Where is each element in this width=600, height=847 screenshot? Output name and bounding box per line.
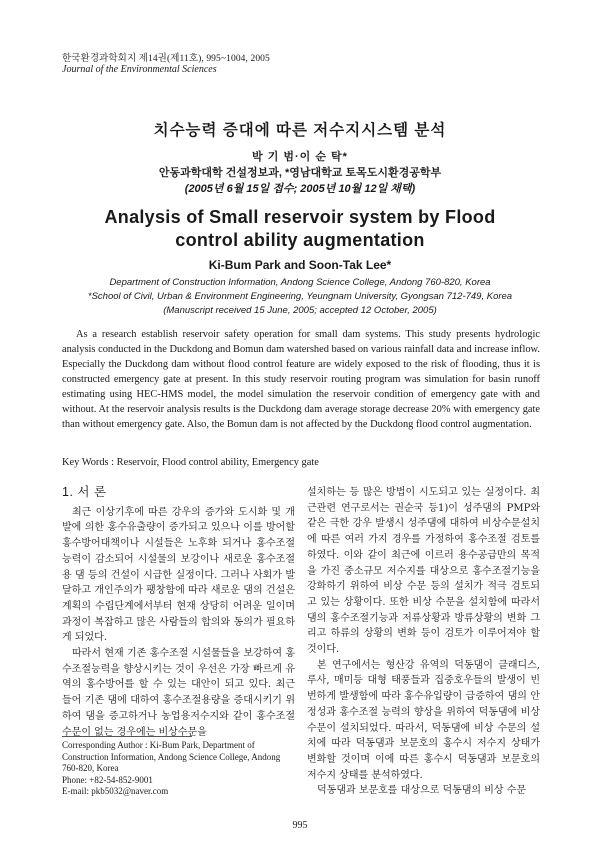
english-affiliation-2: *School of Civil, Urban & Environment Engineering, Yeungnam University, Gyongsan 712-749, Korea bbox=[87, 291, 513, 302]
corresponding-author: Corresponding Author : Ki-Bum Park, Department of Construction Information, Andong Science College, Andong 760-820, Korea bbox=[62, 740, 281, 773]
english-authors: Ki-Bum Park and Soon-Tak Lee* bbox=[208, 258, 392, 272]
left-column bbox=[62, 485, 295, 740]
english-title-line1: Analysis of Small reservoir system by Flood bbox=[104, 207, 496, 227]
paragraph: 최근 이상기후에 따른 강우의 증가와 도시화 및 개발에 의한 홍수유출량이 증가되고 있으나 이를 방어할 홍수방어대책이나 시설들은 노후화 되거나 홍수조절능력이 감소되어 시설물의 보강이나 새로운 홍수조절용 댐 등의 건설이 시급한 실정이다. 그러나 사회가 발달하고 개인주의가 팽창함에 따라 새로운 댐의 건설은 계획의 수립단계에서부터 현재 상당히 어려운 일이며 과정이 복잡하고 많은 사람들의 합의와 동의가 필요하게 되었다. bbox=[62, 506, 295, 644]
korean-title: 치수능력 증대에 따른 저수지시스템 분석 bbox=[153, 122, 447, 139]
korean-dates: (2005년 6월 15일 접수; 2005년 10월 12일 채택) bbox=[184, 183, 416, 195]
paragraph: 따라서 현재 기존 홍수조절 시설물들을 보강하여 홍수조절능력을 향상시키는 것이 우선은 가장 빠르게 유역의 홍수방어를 할 수 있는 대안이 되고 있다. 최근 들어 기존 댐에 대하여 홍수조절용량을 증대시키기 위하여 댐을 증고하거나 농업용저수지와 같이 홍수조절 수문이 없는 경우에는 비상수문을 bbox=[62, 648, 295, 738]
korean-authors: 박 기 범·이 순 탁* bbox=[252, 151, 348, 163]
footnote bbox=[62, 740, 295, 798]
keywords: Key Words : Reservoir, Flood control ability, Emergency gate bbox=[62, 457, 319, 468]
footnote-divider bbox=[62, 736, 192, 737]
english-affiliation-1: Department of Construction Information, Andong Science College, Andong 760-820, Korea bbox=[109, 277, 491, 288]
page-number: 995 bbox=[292, 820, 308, 831]
paragraph: 본 연구에서는 형산강 유역의 덕동댐이 클래디스, 루사, 매미등 대형 태풍들과 집중호우들의 발생이 빈번하게 발생함에 따라 홍수유입량이 급증하여 댐의 안정성과 홍수조절 능력의 향상을 위하여 덕동댐에 비상 수문이 설치되었다. 따라서, 덕동댐에 비상 수문의 설치에 따라 덕동댐과 보문호의 홍수시 저수지 상태가 변화할 것이며 이에 따른 홍수시 덕동댐과 보문호의 저수지 상태를 분석하였다. bbox=[307, 659, 540, 781]
manuscript-dates: (Manuscript received 15 June, 2005; accepted 12 October, 2005) bbox=[163, 305, 437, 316]
email: E-mail: pkb5032@naver.com bbox=[62, 786, 169, 796]
section-heading: 1. 서 론 bbox=[62, 485, 107, 499]
english-title-line2: control ability augmentation bbox=[175, 230, 425, 250]
korean-affiliation: 안동과학대학 건설정보과, *영남대학교 토목도시환경공학부 bbox=[158, 167, 442, 179]
journal-name: Journal of the Environmental Sciences bbox=[62, 64, 217, 75]
right-column bbox=[307, 485, 540, 799]
abstract: As a research establish reservoir safety operation for small dam systems. This study presents hydrologic analysis conducted in the Duckdong and Bomun dam watershed based on various rainfall data and increase inflow. Especially the Duckdong dam without flood control feature are widely exposed to the risk of flooding, thus it is constructed emergency gate at present. In this study reservoir routing program was simulation for basin runoff estimating using HEC-HMS model, the model simulation the reservoir condition of emergency gate with and without. At the reservoir analysis results is the Duckdong dam average storage decrease 20% with emergency gate than without emergency gate. Also, the Bomun dam is not affected by the Duckdong flood control augmentation. bbox=[62, 329, 540, 430]
journal-citation: 한국환경과학회지 제14권(제11호), 995~1004, 2005 bbox=[62, 54, 270, 64]
paragraph: 덕동댐과 보문호를 대상으로 덕동댐의 비상 수문 bbox=[317, 785, 527, 797]
paragraph: 설치하는 등 많은 방법이 시도되고 있는 실정이다. 최근관련 연구로서는 권순국 등1)이 성주댐의 PMP와 같은 극한 강우 발생시 성주댐에 대하여 비상수문설치에 따른 여러 가지 경우를 가정하여 홍수조절 검토를 하였다. 이와 같이 최근에 이르러 용수공급만의 목적을 가진 중소규모 저수지를 대상으로 홍수조절기능을 강화하기 위하여 비상 수문 등의 설치가 적극 검토되고 있는 상황이다. 또한 비상 수문을 설치함에 따라서 댐의 홍수조절기능과 저류상황과 방류상황의 변화 그리고 하류의 상황의 변화 등이 검토가 이루어져야 할 것이다. bbox=[307, 487, 540, 656]
phone: Phone: +82-54-852-9001 bbox=[62, 774, 153, 785]
